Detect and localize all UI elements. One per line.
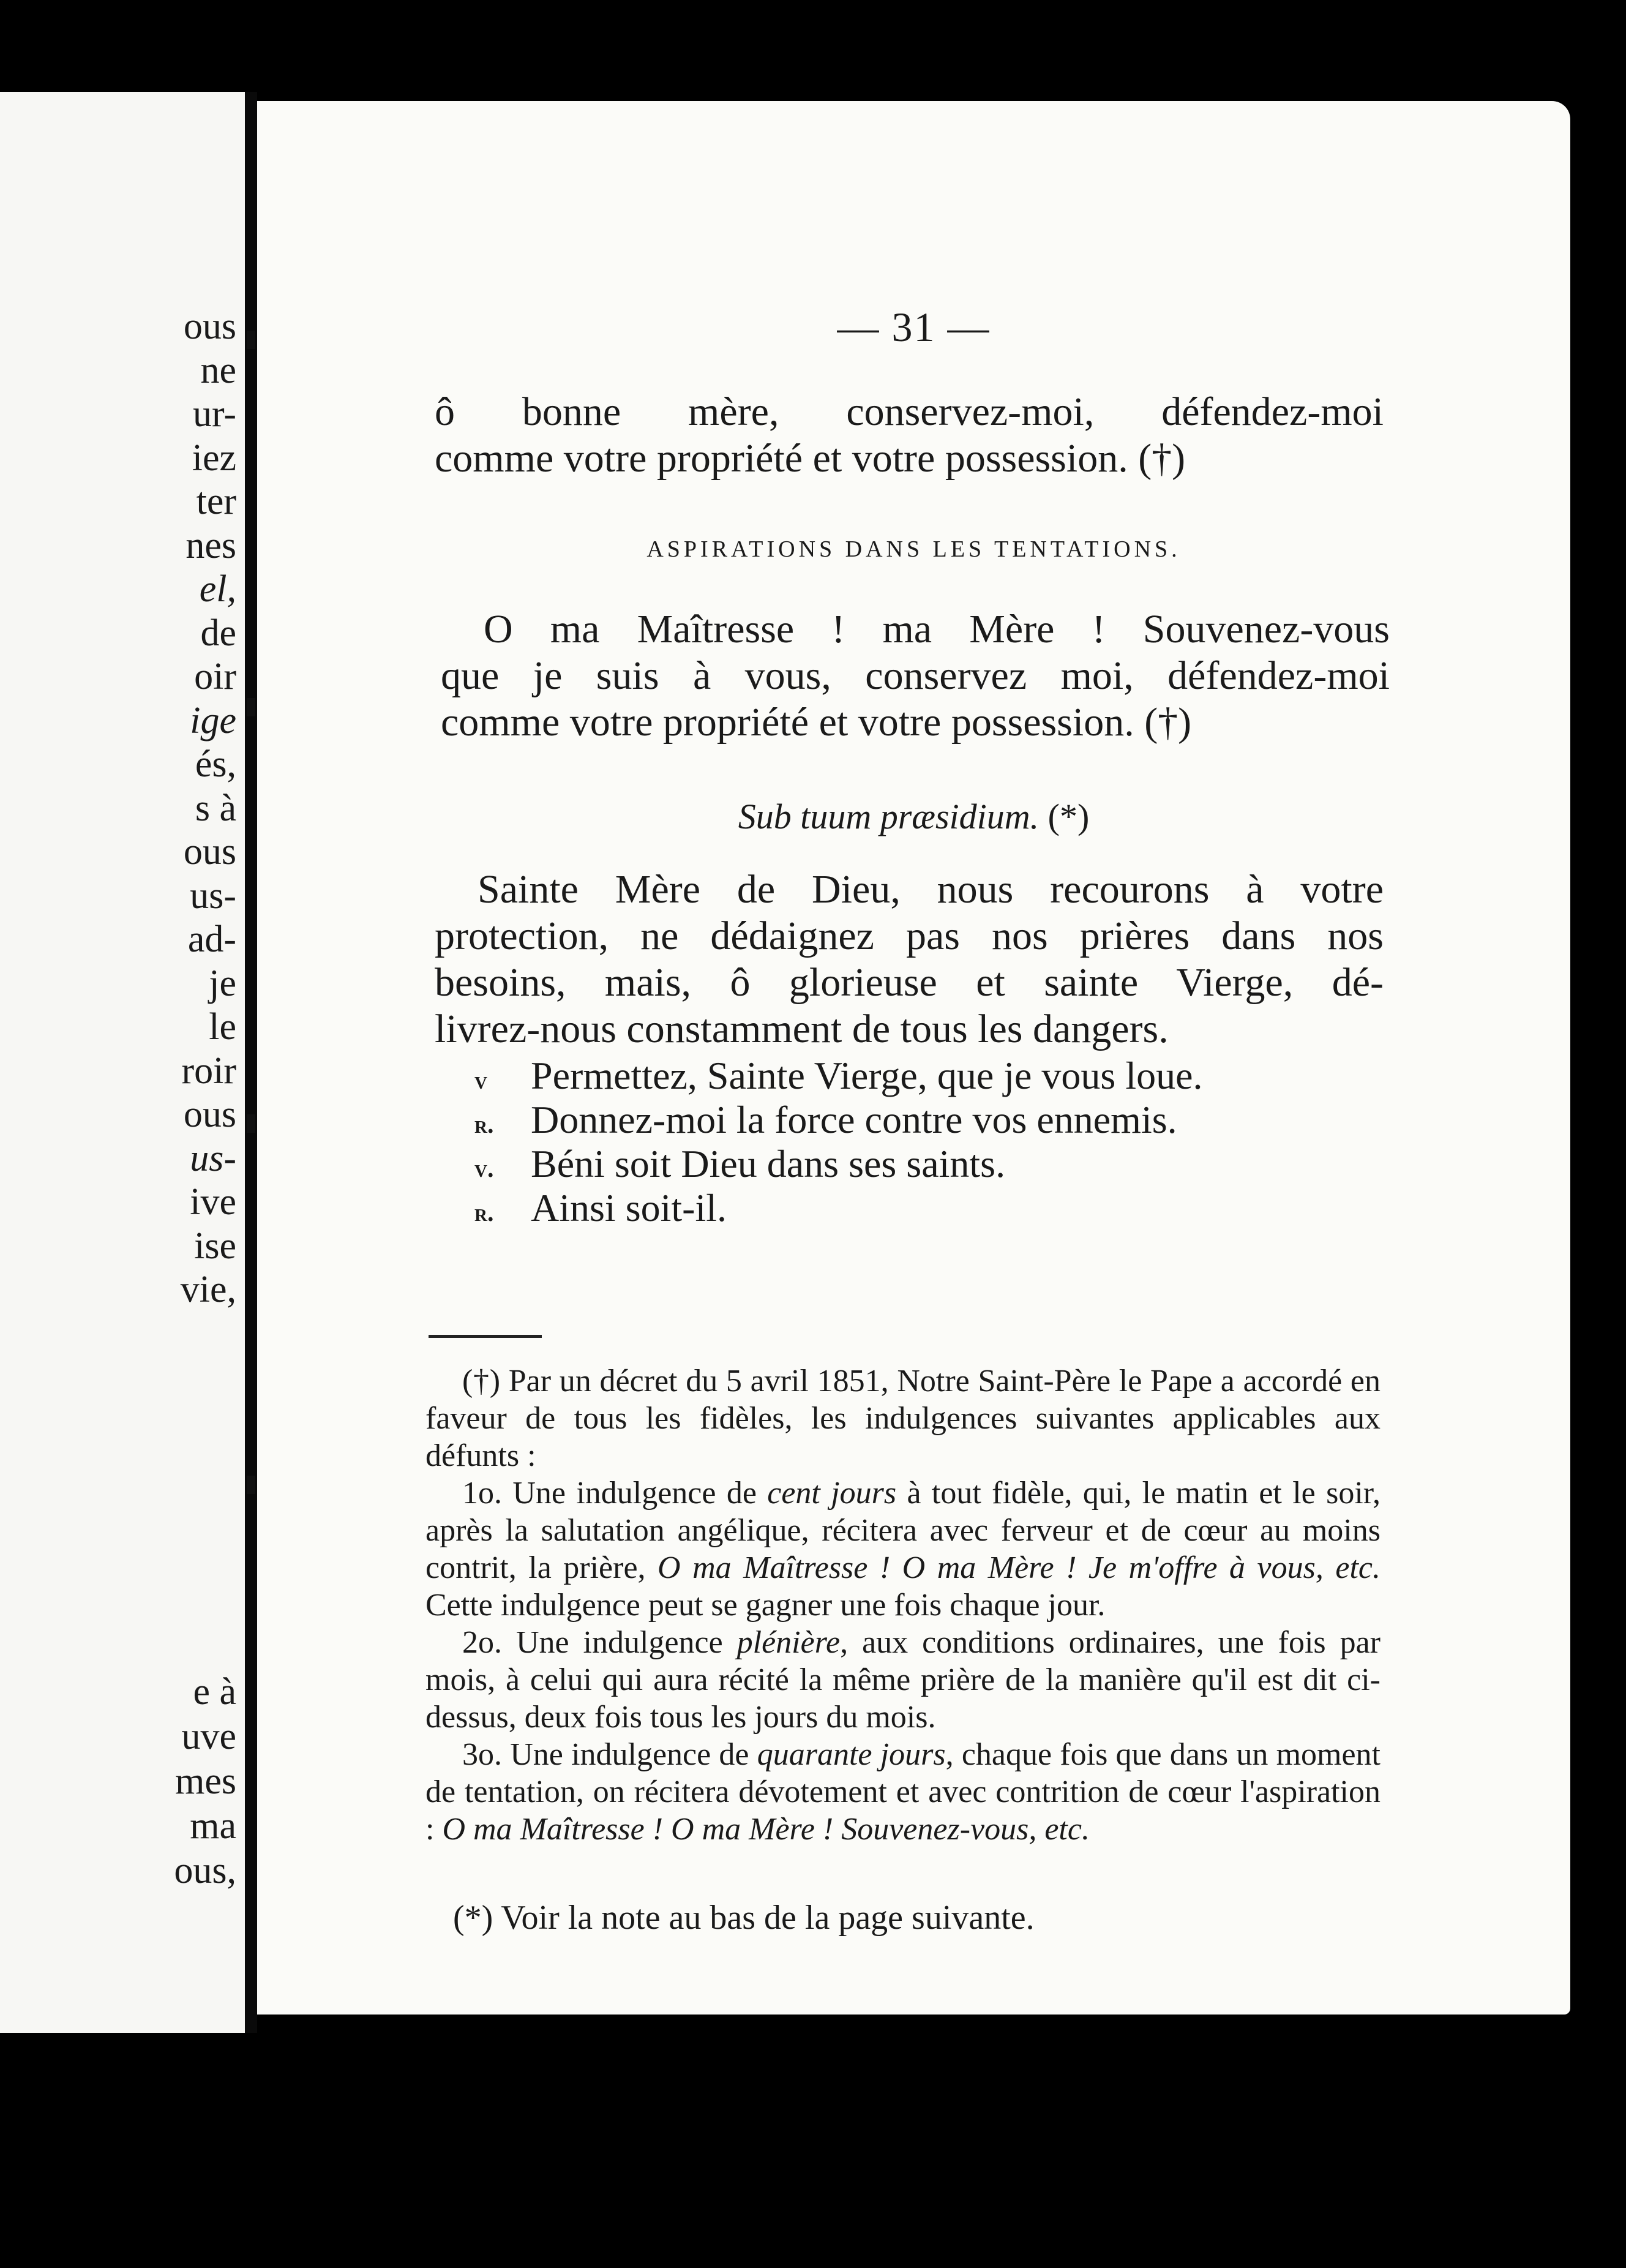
- left-page-fragment: s à: [195, 787, 236, 829]
- footnote-text: , aux conditions ordinaires, une fois par mois, à celui qui aura récité la même prière de la manière qu'il est dit ci-dessus, deux fois tous les jours du mois.: [425, 1625, 1381, 1735]
- text-line: comme votre propriété et votre possession. (†): [435, 436, 1186, 481]
- response-mark: r.: [474, 1111, 494, 1139]
- main-page: [257, 101, 1570, 2015]
- footnote-text: , chaque fois que dans un moment de tentation, on récitera dévotement et avec contrition de cœur l'aspiration :: [425, 1737, 1381, 1847]
- binding-thread: [247, 698, 255, 716]
- prayer-title-text: Sub tuum præsidium.: [738, 797, 1040, 836]
- text-line: protection, ne dédaignez pas nos prières dans nos: [435, 914, 1384, 958]
- left-page-fragment: de: [200, 612, 236, 654]
- left-page-fragment: és,: [195, 743, 236, 785]
- response-line: [474, 1185, 727, 1236]
- left-page-fragment: ige: [190, 699, 236, 742]
- left-page-fragment: ur-: [192, 393, 236, 435]
- left-page-fragment: e à: [193, 1671, 236, 1713]
- text-line: ô bonne mère, conservez-moi, défendez-moi: [435, 389, 1384, 434]
- left-page-fragment: vie,: [180, 1269, 236, 1310]
- left-page-fragment: ous: [183, 1094, 236, 1135]
- footnote-intro: (†) Par un décret du 5 avril 1851, Notre Saint-Père le Pape a accordé en faveur de tous les fidèles, les indulgences suivantes applicables aux défunts :: [425, 1364, 1381, 1473]
- left-page-fragment: ne: [200, 349, 236, 391]
- text-line: besoins, mais, ô glorieuse et sainte Vierge, dé-: [435, 960, 1384, 1005]
- left-page-fragment: ad-: [187, 918, 236, 960]
- versicle-line: [474, 1053, 1203, 1103]
- versicle-line: [474, 1141, 1005, 1192]
- text-line: O ma Maîtresse ! ma Mère ! Souvenez-vous: [484, 607, 1390, 651]
- opening-paragraph: [435, 389, 1384, 482]
- text-line: que je suis à vous, conservez moi, défendez-moi: [441, 653, 1390, 698]
- left-page-fragment: ter: [196, 481, 236, 522]
- left-page-fragment: nes: [185, 524, 236, 566]
- footnote: [425, 1362, 1381, 1848]
- left-page-fragment: ous,: [174, 1850, 236, 1891]
- versicle-text: Béni soit Dieu dans ses saints.: [531, 1142, 1006, 1185]
- footnote-text: à tout fidèle, qui, le matin et le soir, après la salutation angélique, récitera avec ferveur et de cœur au moins contrit, la prière,: [425, 1476, 1381, 1585]
- prayer-paragraph: [435, 866, 1384, 1053]
- binding-thread: [247, 1476, 255, 1494]
- left-page-fragment: ous: [183, 306, 236, 347]
- prayer-title: [257, 796, 1570, 837]
- left-page-fragment: iez: [192, 437, 236, 479]
- footnote-emphasis: quarante jours: [757, 1737, 946, 1772]
- final-note: (*) Voir la note au bas de la page suivante.: [453, 1899, 1035, 1937]
- left-page-fragment: ma: [190, 1805, 236, 1847]
- footnote-text: 3o. Une indulgence de: [462, 1737, 757, 1772]
- binding-thread: [247, 1114, 255, 1133]
- left-page-fragment: ous: [183, 831, 236, 873]
- footnote-text: 2o. Une indulgence: [462, 1625, 737, 1660]
- response-text: Ainsi soit-il.: [531, 1186, 727, 1230]
- response-mark: r.: [474, 1199, 494, 1227]
- footnote-divider: [429, 1335, 542, 1338]
- text-line: Sainte Mère de Dieu, nous recourons à votre: [478, 867, 1384, 912]
- left-page-fragment: je: [209, 962, 236, 1004]
- left-page-fragment: mes: [175, 1760, 236, 1802]
- left-page-fragment: el,: [199, 568, 236, 610]
- footnote-item-3: [425, 1736, 1381, 1848]
- aspiration-paragraph: [441, 606, 1390, 746]
- left-page-fragment: ise: [194, 1225, 236, 1267]
- footnote-text: Cette indulgence peut se gagner une fois chaque jour.: [425, 1588, 1106, 1623]
- versicle-mark: v.: [474, 1155, 494, 1183]
- left-page-fragment: oir: [194, 656, 236, 697]
- footnote-emphasis: O ma Maîtresse ! O ma Mère ! Je m'offre à vous, etc.: [658, 1550, 1381, 1585]
- previous-page: [0, 92, 245, 2033]
- response-text: Donnez-moi la force contre vos ennemis.: [531, 1098, 1177, 1141]
- versicle-text: Permettez, Sainte Vierge, que je vous loue.: [531, 1054, 1203, 1097]
- footnote-item-1: [425, 1474, 1381, 1624]
- left-page-fragment: us-: [190, 1137, 236, 1179]
- text-line: comme votre propriété et votre possession. (†): [441, 700, 1192, 745]
- left-page-fragment: us-: [190, 874, 236, 917]
- page-number: — 31 —: [837, 304, 991, 350]
- left-page-fragment: le: [209, 1006, 236, 1048]
- footnote-emphasis: O ma Maîtresse ! O ma Mère ! Souvenez-vous, etc.: [442, 1812, 1090, 1847]
- book-gutter: [245, 92, 257, 2033]
- prayer-title-mark: (*): [1047, 797, 1090, 836]
- left-page-fragment: roir: [181, 1050, 236, 1092]
- binding-thread: [247, 331, 255, 349]
- text-line: livrez-nous constamment de tous les dangers.: [435, 1007, 1169, 1051]
- left-page-fragment: ive: [190, 1181, 236, 1223]
- footnote-emphasis: cent jours: [767, 1476, 897, 1511]
- section-heading: ASPIRATIONS DANS LES TENTATIONS.: [646, 536, 1181, 562]
- footnote-item-2: [425, 1624, 1381, 1736]
- footnote-emphasis: plénière: [736, 1625, 841, 1660]
- versicle-mark: v: [474, 1067, 487, 1095]
- footnote-text: 1o. Une indulgence de: [462, 1476, 768, 1511]
- left-page-fragment: uve: [181, 1716, 236, 1757]
- response-line: [474, 1097, 1177, 1147]
